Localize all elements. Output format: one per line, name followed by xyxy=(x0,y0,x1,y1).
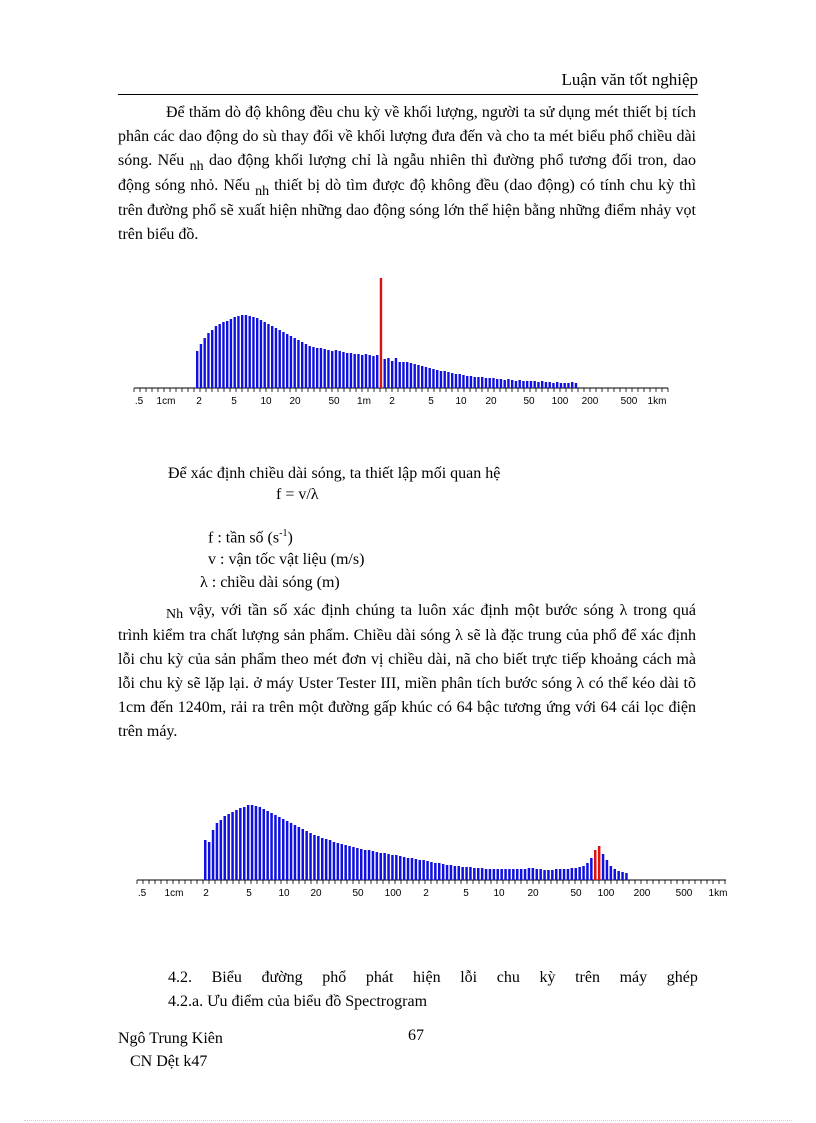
tick-label: 5 xyxy=(428,396,434,407)
bar xyxy=(425,367,427,388)
bar xyxy=(344,845,347,880)
bar xyxy=(302,829,305,880)
bar xyxy=(602,854,605,880)
bar xyxy=(470,376,472,388)
bar xyxy=(346,353,348,388)
spectrogram-chart-2 xyxy=(0,790,816,915)
bar xyxy=(282,819,285,880)
bar xyxy=(301,342,303,388)
bar xyxy=(440,371,442,388)
bar xyxy=(200,344,202,388)
bar xyxy=(259,807,262,880)
bar xyxy=(360,849,363,880)
tick-label: 10 xyxy=(455,396,467,407)
bar xyxy=(551,870,554,880)
bar xyxy=(204,840,207,880)
bar xyxy=(387,358,389,388)
heading-word: phát xyxy=(365,969,394,986)
tick-label: 100 xyxy=(384,888,402,899)
bar xyxy=(614,869,617,880)
bar xyxy=(462,375,464,388)
bar xyxy=(226,321,228,388)
bar xyxy=(606,860,609,880)
bar xyxy=(555,869,558,880)
bar xyxy=(317,836,320,880)
bar xyxy=(526,381,528,388)
bar xyxy=(252,317,254,388)
bar xyxy=(522,381,524,388)
bar xyxy=(417,365,419,388)
definition-f-exponent: -1 xyxy=(279,528,288,539)
bar xyxy=(477,868,480,880)
bar xyxy=(465,867,468,880)
bar xyxy=(410,363,412,388)
bar xyxy=(610,866,613,880)
footer-class: CN Dệt k47 xyxy=(130,1053,208,1070)
bar xyxy=(207,333,209,388)
bar xyxy=(215,326,217,388)
bar xyxy=(547,870,550,880)
bar xyxy=(520,869,523,880)
bar xyxy=(235,810,238,880)
bar xyxy=(231,812,234,880)
tick-label: 500 xyxy=(620,396,638,407)
bar xyxy=(331,351,333,388)
bar xyxy=(447,372,449,388)
bar xyxy=(294,338,296,388)
bar xyxy=(256,318,258,388)
intro-text-1: Để thăm dò độ không đều chu kỳ về khối lượng, người ta sử dụng mét thiết bị tích phân các dao động do sù thay đổi về khối lượng đưa đến và cho ta mét biểu phổ chiều dài sóng. Nếu xyxy=(118,104,696,169)
bar xyxy=(380,853,383,880)
footer-author: Ngô Trung Kiên xyxy=(118,1030,223,1047)
bar xyxy=(481,868,484,880)
bar xyxy=(436,370,438,388)
tick-label: 5 xyxy=(231,396,237,407)
heading-word: 4.2. xyxy=(168,969,192,986)
bar xyxy=(211,330,213,388)
bar xyxy=(230,319,232,388)
bar xyxy=(275,328,277,388)
bar xyxy=(560,383,562,388)
bar xyxy=(376,355,378,388)
definition-lambda: λ : chiều dài sóng (m) xyxy=(200,574,340,591)
bar xyxy=(368,850,371,880)
bar xyxy=(305,344,307,388)
bar xyxy=(361,355,363,388)
paragraph-2-lead: Nh xyxy=(166,607,184,622)
tick-label: 1km xyxy=(647,396,667,407)
bar xyxy=(391,855,394,880)
tick-label: 20 xyxy=(527,888,539,899)
bar xyxy=(234,317,236,388)
bar xyxy=(282,332,284,388)
bar xyxy=(325,839,328,880)
bar xyxy=(489,869,492,880)
bar xyxy=(245,315,247,388)
bar xyxy=(552,383,554,388)
intro-paragraph xyxy=(118,101,696,247)
bar xyxy=(466,376,468,388)
heading-word: chu xyxy=(496,969,520,986)
bar xyxy=(320,348,322,388)
bar xyxy=(208,842,211,880)
tick-label: 50 xyxy=(570,888,582,899)
tick-label: .5 xyxy=(134,396,144,407)
header-title: Luận văn tốt nghiệp xyxy=(561,70,698,89)
section-heading xyxy=(168,966,698,1014)
tick-label: 2 xyxy=(203,888,209,899)
bar xyxy=(451,373,453,388)
definition-v: v : vận tốc vật liệu (m/s) xyxy=(208,551,365,568)
bar xyxy=(239,808,242,880)
bar xyxy=(528,868,531,880)
bar xyxy=(493,869,496,880)
tick-label: 50 xyxy=(352,888,364,899)
bar xyxy=(309,833,312,880)
bar xyxy=(564,383,566,388)
bar xyxy=(429,368,431,388)
bar xyxy=(530,381,532,388)
bar xyxy=(298,827,301,880)
bar xyxy=(438,863,441,880)
bar xyxy=(357,354,359,388)
bar xyxy=(571,868,574,880)
bar xyxy=(403,857,406,880)
bar xyxy=(372,851,375,880)
intro-subscript-1: nh xyxy=(189,159,204,174)
bar xyxy=(324,349,326,388)
bar xyxy=(411,858,414,880)
bar xyxy=(516,869,519,880)
bar xyxy=(196,351,198,388)
bar xyxy=(481,377,483,388)
bar xyxy=(504,380,506,388)
bar xyxy=(492,378,494,388)
bar xyxy=(399,362,401,388)
intro-text-3: thiết bị dò tìm được độ không đều (dao động) có tính chu kỳ thì trên đường phổ sẽ xuất hiện những dao động sóng lớn thể hiện bằng những điểm nhảy vọt trên biểu đồ. xyxy=(118,177,697,243)
bar xyxy=(474,377,476,388)
bar xyxy=(247,805,250,880)
tick-label: 20 xyxy=(289,396,301,407)
tick-label: .5 xyxy=(137,888,147,899)
bar xyxy=(220,820,223,880)
bar xyxy=(446,865,449,880)
bar xyxy=(406,362,408,388)
bar xyxy=(222,322,224,388)
bar xyxy=(391,361,393,388)
bar xyxy=(342,352,344,388)
heading-word: máy xyxy=(619,969,648,986)
bar xyxy=(504,869,507,880)
tick-label: 1cm xyxy=(164,888,184,899)
bar xyxy=(402,362,404,388)
bar xyxy=(321,838,324,880)
bar xyxy=(278,817,281,880)
tick-label: 100 xyxy=(551,396,569,407)
bar xyxy=(227,814,230,880)
bar xyxy=(297,340,299,388)
bar xyxy=(444,371,446,388)
bar xyxy=(496,379,498,388)
heading-word: hiện xyxy=(413,969,441,986)
tick-label: 5 xyxy=(463,888,469,899)
intro-subscript-2: nh xyxy=(255,184,270,199)
paragraph-2-text: vậy, với tần số xác định chúng ta luôn xác định một bước sóng λ trong quá trình kiểm tra chất lượng sản phẩm. Chiều dài sóng λ sẽ là đặc trung của phổ để xác định lỗi chu kỳ của sản phẩm theo mét đơn vị chiều dài, nã cho biết trực tiếp khoảng cách mà lỗi chu kỳ sẽ lặp lại. ở máy Uster Tester III, miền phân tích bước sóng λ có thể kéo dài tõ 1cm đến 1240m, rải ra trên một đường gấp khúc có 64 bậc tương ứng với 64 cái lọc điện trên máy. xyxy=(118,602,696,740)
bar xyxy=(216,823,219,880)
bar xyxy=(450,865,453,880)
intro-text-2: dao động khối lượng chỉ là ngẫu nhiên thì đường phổ tương đối tron, dao động sóng nhỏ. Nếu xyxy=(118,152,696,194)
highlighted-bar xyxy=(380,278,382,388)
bar xyxy=(512,869,515,880)
bar xyxy=(497,869,500,880)
tick-label: 1km xyxy=(708,888,728,899)
bar xyxy=(485,378,487,388)
bar xyxy=(249,316,251,388)
bar xyxy=(414,364,416,388)
bar xyxy=(219,324,221,388)
formula-intro: Để xác định chiều dài sóng, ta thiết lập mối quan hệ xyxy=(168,465,501,482)
heading-word: phổ xyxy=(322,969,347,986)
tick-label: 20 xyxy=(310,888,322,899)
bar xyxy=(508,869,511,880)
bar xyxy=(536,869,539,880)
bar xyxy=(316,348,318,388)
bar xyxy=(537,382,539,388)
bar xyxy=(575,383,577,388)
bar xyxy=(395,358,397,388)
bar xyxy=(399,856,402,880)
bar xyxy=(286,821,289,880)
header-rule xyxy=(118,94,698,95)
page-number: 67 xyxy=(408,1027,424,1044)
bar xyxy=(237,316,239,388)
bar xyxy=(383,853,386,880)
bar xyxy=(459,374,461,388)
bar xyxy=(532,868,535,880)
bar xyxy=(549,382,551,388)
bar xyxy=(384,359,386,388)
bar xyxy=(543,870,546,880)
bar xyxy=(263,809,266,880)
tick-label: 20 xyxy=(485,396,497,407)
definition-f-text: f : tần số (s xyxy=(208,529,280,547)
bar xyxy=(582,866,585,880)
bar xyxy=(354,354,356,388)
bar xyxy=(500,379,502,388)
bar xyxy=(395,855,398,880)
bar xyxy=(352,847,355,880)
bar xyxy=(312,347,314,388)
bar xyxy=(341,844,344,880)
paragraph-2 xyxy=(118,599,696,744)
bar xyxy=(350,353,352,388)
bar xyxy=(485,869,488,880)
bar xyxy=(534,381,536,388)
bar xyxy=(563,869,566,880)
bar xyxy=(575,868,578,880)
bar xyxy=(617,871,620,880)
tick-label: 10 xyxy=(493,888,505,899)
definition-f-end: ) xyxy=(287,529,293,547)
bar xyxy=(305,831,308,880)
bar xyxy=(419,860,422,880)
bar xyxy=(255,806,258,880)
formula-equation: f = v/λ xyxy=(276,486,319,503)
bar xyxy=(290,823,293,880)
bar xyxy=(290,336,292,388)
bar xyxy=(212,830,215,880)
bar xyxy=(339,351,341,388)
bar xyxy=(309,346,311,388)
bar xyxy=(335,350,337,388)
bar xyxy=(545,382,547,388)
heading-word: trên xyxy=(575,969,600,986)
tick-label: 10 xyxy=(278,888,290,899)
bar xyxy=(454,866,457,880)
bar xyxy=(407,858,410,880)
bar xyxy=(243,807,246,880)
bar xyxy=(415,859,418,880)
bar xyxy=(279,330,281,388)
heading-word: kỳ xyxy=(539,969,556,986)
bar xyxy=(422,860,425,880)
bar xyxy=(430,862,433,880)
highlighted-bar xyxy=(598,846,601,880)
heading-word: ghép xyxy=(666,969,698,986)
bar xyxy=(348,846,351,880)
bar xyxy=(271,326,273,388)
bar xyxy=(364,850,367,880)
bar xyxy=(329,840,332,880)
bar xyxy=(241,315,243,388)
bar xyxy=(260,320,262,388)
section-subheading: 4.2.a. Ưu điểm của biểu đồ Spectrogram xyxy=(168,993,428,1010)
bar xyxy=(500,869,503,880)
bar xyxy=(327,350,329,388)
bar xyxy=(294,825,297,880)
bar xyxy=(578,867,581,880)
bar xyxy=(590,858,593,880)
definition-f xyxy=(208,528,293,547)
bar xyxy=(586,863,589,880)
bottom-dotted-rule xyxy=(24,1120,792,1121)
bar xyxy=(489,378,491,388)
bar xyxy=(266,811,269,880)
tick-label: 1m xyxy=(357,396,371,407)
bar xyxy=(432,369,434,388)
bar xyxy=(313,835,316,880)
tick-label: 50 xyxy=(328,396,340,407)
tick-label: 2 xyxy=(196,396,202,407)
bar xyxy=(251,805,254,880)
heading-word: lỗi xyxy=(460,969,478,986)
bar xyxy=(455,374,457,388)
bar xyxy=(224,816,227,880)
tick-label: 100 xyxy=(597,888,615,899)
bar xyxy=(270,813,273,880)
bar xyxy=(571,382,573,388)
bar xyxy=(461,867,464,880)
tick-label: 2 xyxy=(423,888,429,899)
bar xyxy=(376,852,379,880)
bar xyxy=(264,322,266,388)
bar xyxy=(442,864,445,880)
bar xyxy=(625,873,628,880)
bar xyxy=(369,355,371,388)
tick-label: 2 xyxy=(389,396,395,407)
bar xyxy=(204,338,206,388)
bar xyxy=(333,842,336,880)
tick-label: 200 xyxy=(633,888,651,899)
tick-label: 5 xyxy=(246,888,252,899)
bar xyxy=(477,377,479,388)
bar xyxy=(286,334,288,388)
bar xyxy=(621,872,624,880)
bar xyxy=(426,861,429,880)
heading-word: đường xyxy=(261,969,303,986)
tick-label: 200 xyxy=(581,396,599,407)
bar xyxy=(567,869,570,880)
bar xyxy=(274,815,277,880)
bar xyxy=(356,848,359,880)
bar xyxy=(507,379,509,388)
bar xyxy=(469,867,472,880)
spectrogram-chart-1 xyxy=(0,275,816,415)
bar xyxy=(421,366,423,388)
bar xyxy=(559,869,562,880)
bar xyxy=(387,854,390,880)
bar xyxy=(511,380,513,388)
bar xyxy=(458,866,461,880)
bar xyxy=(515,381,517,388)
bar xyxy=(434,863,437,880)
bar xyxy=(567,383,569,388)
bar xyxy=(539,869,542,880)
tick-label: 500 xyxy=(675,888,693,899)
tick-label: 1cm xyxy=(156,396,176,407)
bar xyxy=(267,324,269,388)
bar xyxy=(556,382,558,388)
bar xyxy=(524,869,527,880)
bar xyxy=(337,843,340,880)
tick-label: 10 xyxy=(260,396,272,407)
heading-word: Biểu xyxy=(211,969,242,986)
bar xyxy=(473,868,476,880)
bar xyxy=(372,356,374,388)
highlighted-bar xyxy=(594,850,597,880)
bar xyxy=(365,354,367,388)
bar xyxy=(519,380,521,388)
section-heading-line xyxy=(168,966,698,990)
bar xyxy=(541,381,543,388)
tick-label: 50 xyxy=(523,396,535,407)
